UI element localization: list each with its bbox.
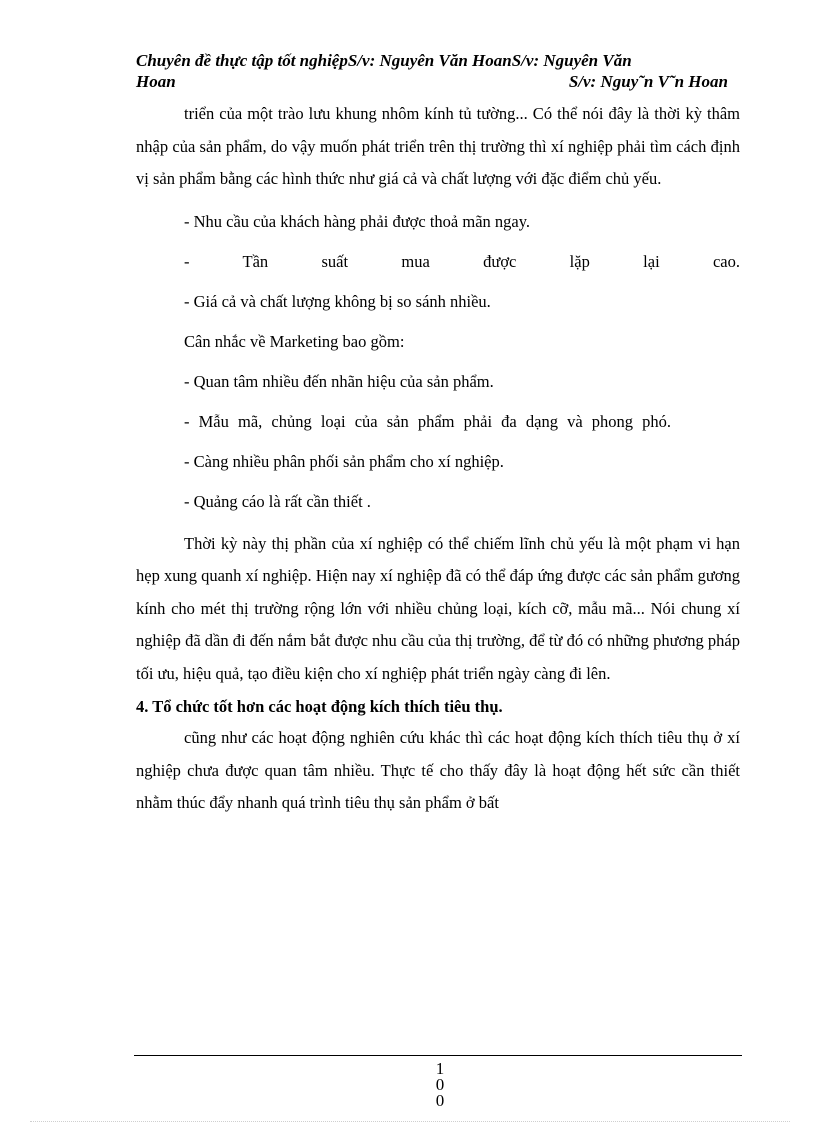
paragraph-3: cũng như các hoạt động nghiên cứu khác thì các hoạt động kích thích tiêu thụ ở xí nghiệp chưa được quan tâm nhiều. Thực tế cho thấy đây là hoạt động hết sức cần thiết nhằm thúc đẩy nhanh quá trình tiêu thụ sản phẩm ở bất: [136, 728, 740, 812]
list-item: - Quan tâm nhiều đến nhãn hiệu của sản phẩm.: [184, 371, 494, 391]
list-item: - Tần suất mua được lặp lại cao.: [184, 251, 740, 271]
header-line-2-right: S/v: Nguy˜n V˜n Hoan: [568, 72, 728, 91]
marketing-intro: Cân nhắc về Marketing bao gồm:: [184, 331, 405, 351]
document-body: [136, 98, 740, 820]
header-line-2-left: Hoan: [136, 72, 176, 91]
paragraph-1: triển của một trào lưu khung nhôm kính tủ tường... Có thể nói đây là thời kỳ thâm nhập của sản phẩm, do vậy muốn phát triển trên thị trường thì xí nghiệp phải tìm cách định vị sản phẩm bằng các hình thức như giá cả và chất lượng với đặc điểm chủ yếu.: [136, 104, 740, 188]
page-number-digit: 0: [435, 1091, 445, 1110]
footer-divider: [134, 1055, 742, 1056]
list-item: - Quảng cáo là rất cần thiết .: [184, 491, 371, 511]
header-line-2: [136, 71, 736, 92]
header-line-1: Chuyên đề thực tập tốt nghiệpS/v: Nguyên Văn HoanS/v: Nguyên Văn: [136, 51, 632, 70]
paragraph-2: Thời kỳ này thị phần của xí nghiệp có thể chiếm lĩnh chủ yếu là một phạm vi hạn hẹp xung quanh xí nghiệp. Hiện nay xí nghiệp đã có thể đáp ứng được các sản phẩm gương kính cho mét thị trường rộng lớn với nhiều chủng loại, kích cỡ, mẫu mã... Nói chung xí nghiệp đã dần đi đến nắm bắt được nhu cầu của thị trường, để từ đó có những phương pháp tối ưu, hiệu quả, tạo điều kiện cho xí nghiệp phát triển ngày càng đi lên.: [136, 533, 740, 683]
page-number-digit: 1: [435, 1059, 445, 1078]
list-item: - Nhu cầu của khách hàng phải được thoả mãn ngay.: [184, 211, 531, 231]
list-item: - Mẫu mã, chủng loại của sản phẩm phải đa dạng và phong phó.: [184, 411, 672, 431]
running-header: [136, 50, 736, 92]
page-number-digit: 0: [435, 1075, 445, 1094]
list-item: - Giá cả và chất lượng không bị so sánh nhiều.: [184, 291, 491, 311]
section-heading: 4. Tổ chức tốt hơn các hoạt động kích thích tiêu thụ.: [136, 697, 503, 716]
page-edge-divider: [30, 1121, 790, 1122]
page-number: [428, 1061, 452, 1109]
list-item: - Càng nhiều phân phối sản phẩm cho xí nghiệp.: [184, 451, 504, 471]
